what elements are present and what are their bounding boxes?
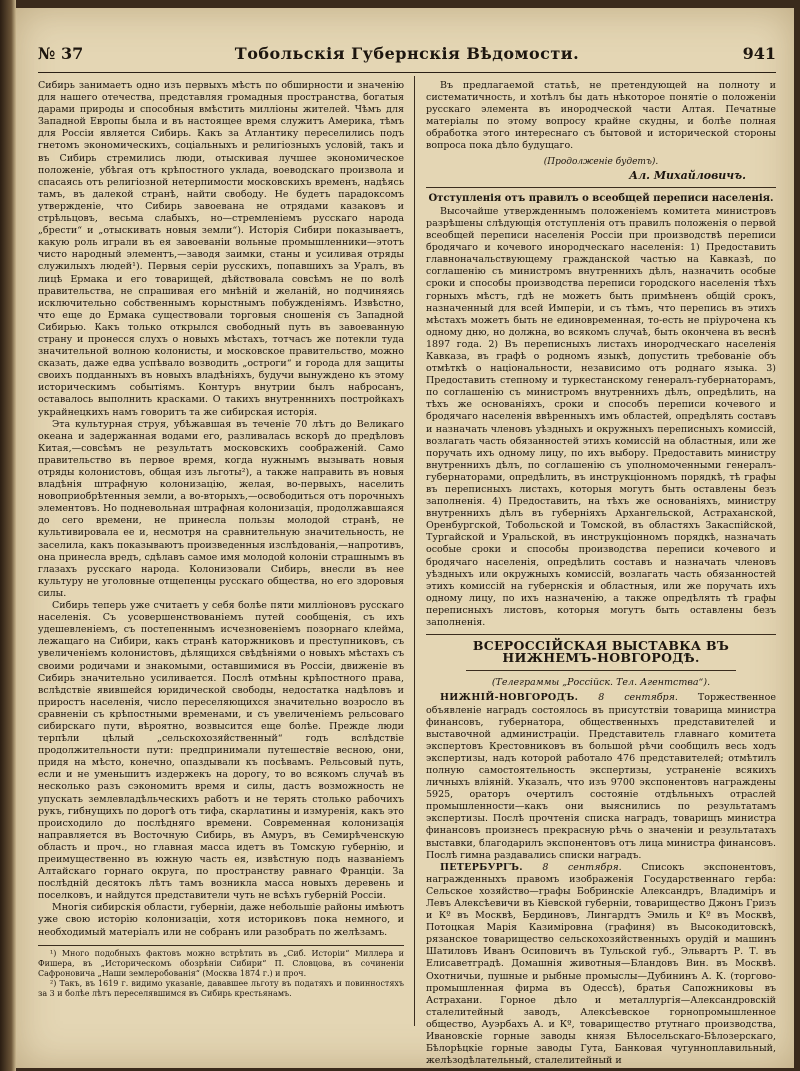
issue-number: № 37 xyxy=(38,44,84,63)
dispatch-city: НИЖНІЙ-НОВГОРОДЪ. xyxy=(440,692,579,704)
dispatch-city: ПЕТЕРБУРГЪ. xyxy=(440,861,523,873)
dispatch-date: 8 сентября. xyxy=(542,861,622,873)
footnote: ¹) Много подобныхъ фактовъ можно встрѣтить въ „Сиб. Исторіи“ Миллера и Фишера, въ „Историческомъ обозрѣніи Сибири“ П. Словцова, въ сочиненіи Сафроновича „Наши землеробованія“ (Москва 1874 г.) и проч. xyxy=(38,948,404,978)
title-rule xyxy=(466,670,736,671)
dispatch-paragraph xyxy=(426,692,776,861)
right-column xyxy=(426,80,776,1067)
section-rule xyxy=(426,187,776,188)
left-column xyxy=(38,80,404,999)
telegram-source: (Телеграммы „Россійск. Тел. Агентства“). xyxy=(491,677,711,689)
article-paragraph: Сибирь занимаетъ одно изъ первыхъ мѣстъ по обширности и значенію для нашего отечества, представляя громадныя пространства, богатыя дарами природы и способныя вмѣстить милліоны жителей. Чѣмъ для Западной Европы была и въ настоящее время служитъ Америка, тѣмъ для Россіи является Сибирь. Какъ за Атлантику переселились подъ гнетомъ экономическихъ, соціальныхъ и религіозныхъ условій, такъ и въ Сибирь стремились люди, отыскивая лучшее экономическое положеніе, убѣгая отъ крѣпостного уклада, воеводскаго произвола и спасаясь отъ религіозной нетерпимости московскихъ временъ, надѣясь тамъ, въ далекой странѣ, найти свободу. Не будетъ парадоксомъ утвержденіе, что Сибирь завоевана не отрядами казаковъ и стрѣльцовъ, весьма слабыхъ, но—стремленіемъ русскаго народа „брести“ и „отыскивать новыя земли“). Исторія Сибири показываетъ, какую роль играли въ ея завоеваніи вольные промышленники—этотъ чисто народный элементъ,—заводя заимки, станы и усиливая отряды служилыхъ людей¹). Первыя серіи русскихъ, попавшихъ за Уралъ, въ лицѣ Ермака и его товарищей, дѣйствовала совсѣмъ не по волѣ правительства, не спрашивая его мнѣній и желаній, но подчиняясь исключительно собственнымъ корыстнымъ побужденіямъ. Извѣстно, что еще до Ермака существовали торговыя сношенія съ Западной Сибирью. Какъ только открылся свободный путь въ завоеванную страну и пронесся слухъ о новыхъ мѣстахъ, тотчасъ же потекли туда значительной волною колонисты, и московское правительство, можно сказать, даже едва успѣвало возводить „остроги“ и города для защиты своихъ подданныхъ въ новыхъ владѣніяхъ, будучи вынуждено къ этому историческимъ событіямъ. Контуръ внутрии былъ набросанъ, оставалось выполнить красками. О такихъ внутренннихъ постройкахъ украйнецкихъ намъ говоритъ та же сибирская исторія. xyxy=(38,80,404,418)
article-paragraph: Сибирь теперь уже считаетъ у себя болѣе пяти милліоновъ русскаго населенія. Съ усовершенствованіемъ путей сообщенія, съ ихъ удешевленіемъ, съ постепеннымъ исчезновеніемъ позорнаго клейма, лежащаго на Сибири, какъ странѣ каторжниковъ и преступниковъ, съ увеличеніемъ колонистовъ, дѣлящихся свѣдѣніями о новыхъ мѣстахъ съ своими родичами и знакомыми, оставшимися въ Россіи, движеніе въ Сибирь значительно усиливается. Послѣ отмѣны крѣпостного права, вслѣдствіе явившейся юридической свободы, недостатка надѣловъ и приростъ населенія, число переселяющихся значительно возросло въ сравненіи съ крѣпостными временами, и съ увеличеніемъ рельсоваго сибирскаго пути, вѣроятно, возвысится еще болѣе. Прежде люди терпѣли цѣлый „сельскохозяйственный“ годъ вслѣдствіе продолжительности пути: предпринимали путешествіе весною, они, придя на мѣсто, конечно, опаздывали къ посѣвамъ. Рельсовый путь, если и не уменьшитъ издержекъ на дорогу, то во всякомъ случаѣ въ несколько разъ сэкономитъ время и силы, дастъ возможность не упускать землевладѣльческихъ работъ и не терять столько рабочихъ рукъ, гибнущихъ по дорогѣ отъ тифа, скарлатины и измуренія, какъ это происходило до послѣдняго времени. Современная колонизація направляется въ Восточную Сибирь, въ Амуръ, въ Семирѣченскую область и проч., но главная масса идетъ въ Томскую губернію, и преимущественно въ южную часть ея, извѣстную подъ названіемъ Алтайскаго горнаго округа, по пространству равнаго Франціи. За послѣдній десятокъ лѣтъ тамъ возникла масса новыхъ деревень и поселковъ, и найдутся представители чуть не всѣхъ губерній Россіи. xyxy=(38,600,404,902)
article-paragraph: Въ предлагаемой статьѣ, не претендующей на полноту и систематичность, и хотѣлъ бы дать нѣкоторое понятіе о положеніи русскаго элемента въ инородческой части Алтая. Печатные матеріалы по этому вопросу крайне скудны, и болѣе полная обработка этого интереснаго съ бытовой и исторической стороны вопроса пока дѣло будущаго. xyxy=(426,80,776,152)
newspaper-title: Тобольскія Губернскія Вѣдомости. xyxy=(234,44,580,63)
dispatch-text: Списокъ экспонентовъ, награжденныхъ правомъ изображенія Государственнаго герба: Сельское хозяйство—графы Бобринскіе Александръ, Владиміръ и Левъ Алексѣевичи въ Кіевской губерніи, товарищество Джонъ Гризъ и Кº въ Москвѣ, Бердиновъ, Лингардтъ Эмиль и Кº въ Москвѣ, Потоцкая Марія Казиміровна (графиня) въ Высокодитовскѣ, рязанское товарищество сельскохозяйственныхъ орудій и машинъ Шатиловъ Иванъ Осиповичъ въ Тульской губ., Эльвартъ Р. Т. въ Елисаветградѣ. Домашнія животныя—Бландовъ Вин. въ Москвѣ. Охотничьи, пушные и рыбные промыслы—Дубининъ А. К. (торгово-промышленная фирма въ Одессѣ), братья Сапожниковы въ Астрахани. Горное дѣло и металлургія—Александровскій сталелитейный заводъ, Алексѣевское горнопромышленное общество, Ауэрбахъ А. и Кº, товарищество ртутнаго производства, Ивановскіе горные заводы князя Бѣлосельскаго-Бѣлозерскаго, Бѣлорѣцкіе горные заводы Гута, Банковая чугунноплавильный, желѣзодѣлательный, сталелитейный и xyxy=(426,861,776,1067)
dispatch-text: Торжественное объявленіе наградъ состоялось въ присутствіи товарища министра финансовъ, губернатора, общественныхъ представителей и выставочной администраціи. Представитель главнаго комитета экспертовъ Крестовниковъ въ большой рѣчи сообщилъ весь ходъ экспертизы, надъ которой работало 476 представителей; отмѣтилъ полную самостоятельность экспертизы, устраненіе всякихъ личныхъ вліяній. Указалъ, что изъ 9700 экспонентовъ награждены 5925, ораторъ очертилъ состояніе отдѣльныхъ отраслей промышленности—какъ они выяснились по результатамъ экспертизы. Послѣ прочтенія списка наградъ, товарищъ министра финансовъ произнесъ прекрасную рѣчь о значеніи и результатахъ выставки, благодарилъ экспонентовъ отъ лица министра финансовъ. Послѣ гимна раздавались списки наградъ. xyxy=(426,692,776,861)
column-divider xyxy=(414,76,415,1026)
census-section-title: Отступленія отъ правилъ о всеобщей переписи населенія. xyxy=(428,192,774,204)
footnote: ²) Такъ, въ 1619 г. видимо указаніе, дававшее льготу въ податяхъ и повинностяхъ за 3 и болѣе лѣтъ переселявшимся въ Сибирь крестьянамъ. xyxy=(38,978,404,998)
page-number: 941 xyxy=(742,44,776,63)
census-text: Высочайше утвержденнымъ положеніемъ комитета министровъ разрѣшены слѣдующія отступленія отъ правилъ положенія о первой всеобщей переписи населенія Россіи при производствѣ переписи бродячаго и кочевого инородческаго населенія: 1) Предоставить главноначальствующему гражданской частью на Кавказѣ, по соглашенію съ министромъ внутреннихъ дѣлъ, назначить особые сроки и способы производства переписи городского населенія тѣхъ горныхъ мѣстъ, гдѣ не можетъ быть примѣненъ общій срокъ, назначенный для всей Имперіи, и съ тѣмъ, что перепись въ этихъ мѣстахъ можетъ быть не единовременная, то-есть не пріурочена къ одному дню, но должна, во всякомъ случаѣ, быть окончена въ веснѣ 1897 года. 2) Въ переписныхъ листахъ инородческаго населенія Кавказа, въ графѣ о родномъ языкѣ, допустить требованіе объ отмѣткѣ о національности, независимо отъ роднаго языка. 3) Предоставить степному и туркестанскому генералъ-губернаторамъ, по соглашенію съ министромъ внутреннихъ дѣлъ, опредѣлить, на тѣхъ же основаніяхъ, сроки и способъ переписи кочевого и бродячаго населенія ввѣренныхъ имъ областей, опредѣлять составъ и назначать членовъ уѣздныхъ и окружныхъ переписныхъ комиссій, возлагать часть обязанностей этихъ комиссій на областныя, или же поручать ихъ одному лицу, по ихъ выбору. Предоставить министру внутреннихъ дѣлъ, по соглашенію съ уполномоченными генералъ-губернаторами, опредѣлить, въ инструкціонномъ порядкѣ, тѣ графы въ переписныхъ листахъ, которыя могутъ быть оставлены безъ заполненія. 4) Предоставить, на тѣхъ же основаніяхъ, министру внутреннихъ дѣлъ въ губерніяхъ Архангельской, Астраханской, Оренбургской, Тобольской и Томской, въ областяхъ Закаспійской, Тургайской и Уральской, въ инструкціонномъ порядкѣ, назначать особые сроки и способы производства переписи кочевого и бродячаго населенія, опредѣлить составъ и назначать членовъ уѣздныхъ или окружныхъ комиссій, возлагать часть обязанностей этихъ комиссій на губернскія и областныя, или же поручать ихъ одному лицу, по ихъ назначенію, а также опредѣлять тѣ графы переписныхъ листовъ, которыя могутъ быть оставлены безъ заполненія. xyxy=(426,205,776,629)
section-rule xyxy=(426,634,776,635)
page-header xyxy=(38,44,776,70)
footnotes xyxy=(38,945,404,999)
exhibition-title: ВСЕРОССІЙСКАЯ ВЫСТАВКА ВЪ НИЖНЕМЪ-НОВГОРОДѢ. xyxy=(472,638,730,666)
article-paragraph: Эта культурная струя, убѣжавшая въ теченіе 70 лѣтъ до Великаго океана и задержанная водами его, разливалась вскорѣ до предѣловъ Китая,—совсѣмъ не результатъ московскихъ соображеній. Само правительство въ первое время, когда нужнымъ вызывать новыя отряды колонистовъ, общая изъ льготы²), а также направить въ новыя владѣнія штрафную колонизацію, желая, во-первыхъ, населить новоприобрѣтенныя земли, а во-вторыхъ,—освободиться отъ порочныхъ элементовъ. Но подневольная штрафная колонизація, продолжавшаяся до сего времени, не принесла пользы молодой странѣ, не культивировала ее и, несмотря на сравнительную значительность, не заселила, какъ показываютъ произведенныя изслѣдованія,—напротивъ, она принесла вредъ, сдѣлавъ самое имя молодой колоніи страшнымъ въ глазахъ русскаго народа. Колонизовали Сибирь, внесли въ нее культуру не уголовные отщепенцы русскаго общества, но его здоровыя силы. xyxy=(38,418,404,599)
dispatch-paragraph xyxy=(426,862,776,1068)
dispatch-date: 8 сентября. xyxy=(598,692,678,704)
book-spine xyxy=(0,0,16,1071)
article-paragraph: Многія сибирскія области, губерніи, даже небольшіе районы имѣютъ уже свою исторію колонизаціи, хотя историковъ пока немного, и необходимый матеріалъ или не собранъ или разобрать по желѣзамъ. xyxy=(38,902,404,938)
header-rule xyxy=(38,72,776,73)
continued-note: (Продолженіе будетъ). xyxy=(543,156,659,167)
author-signature: Ал. Михайловичъ. xyxy=(629,168,746,182)
newspaper-page xyxy=(16,8,794,1068)
